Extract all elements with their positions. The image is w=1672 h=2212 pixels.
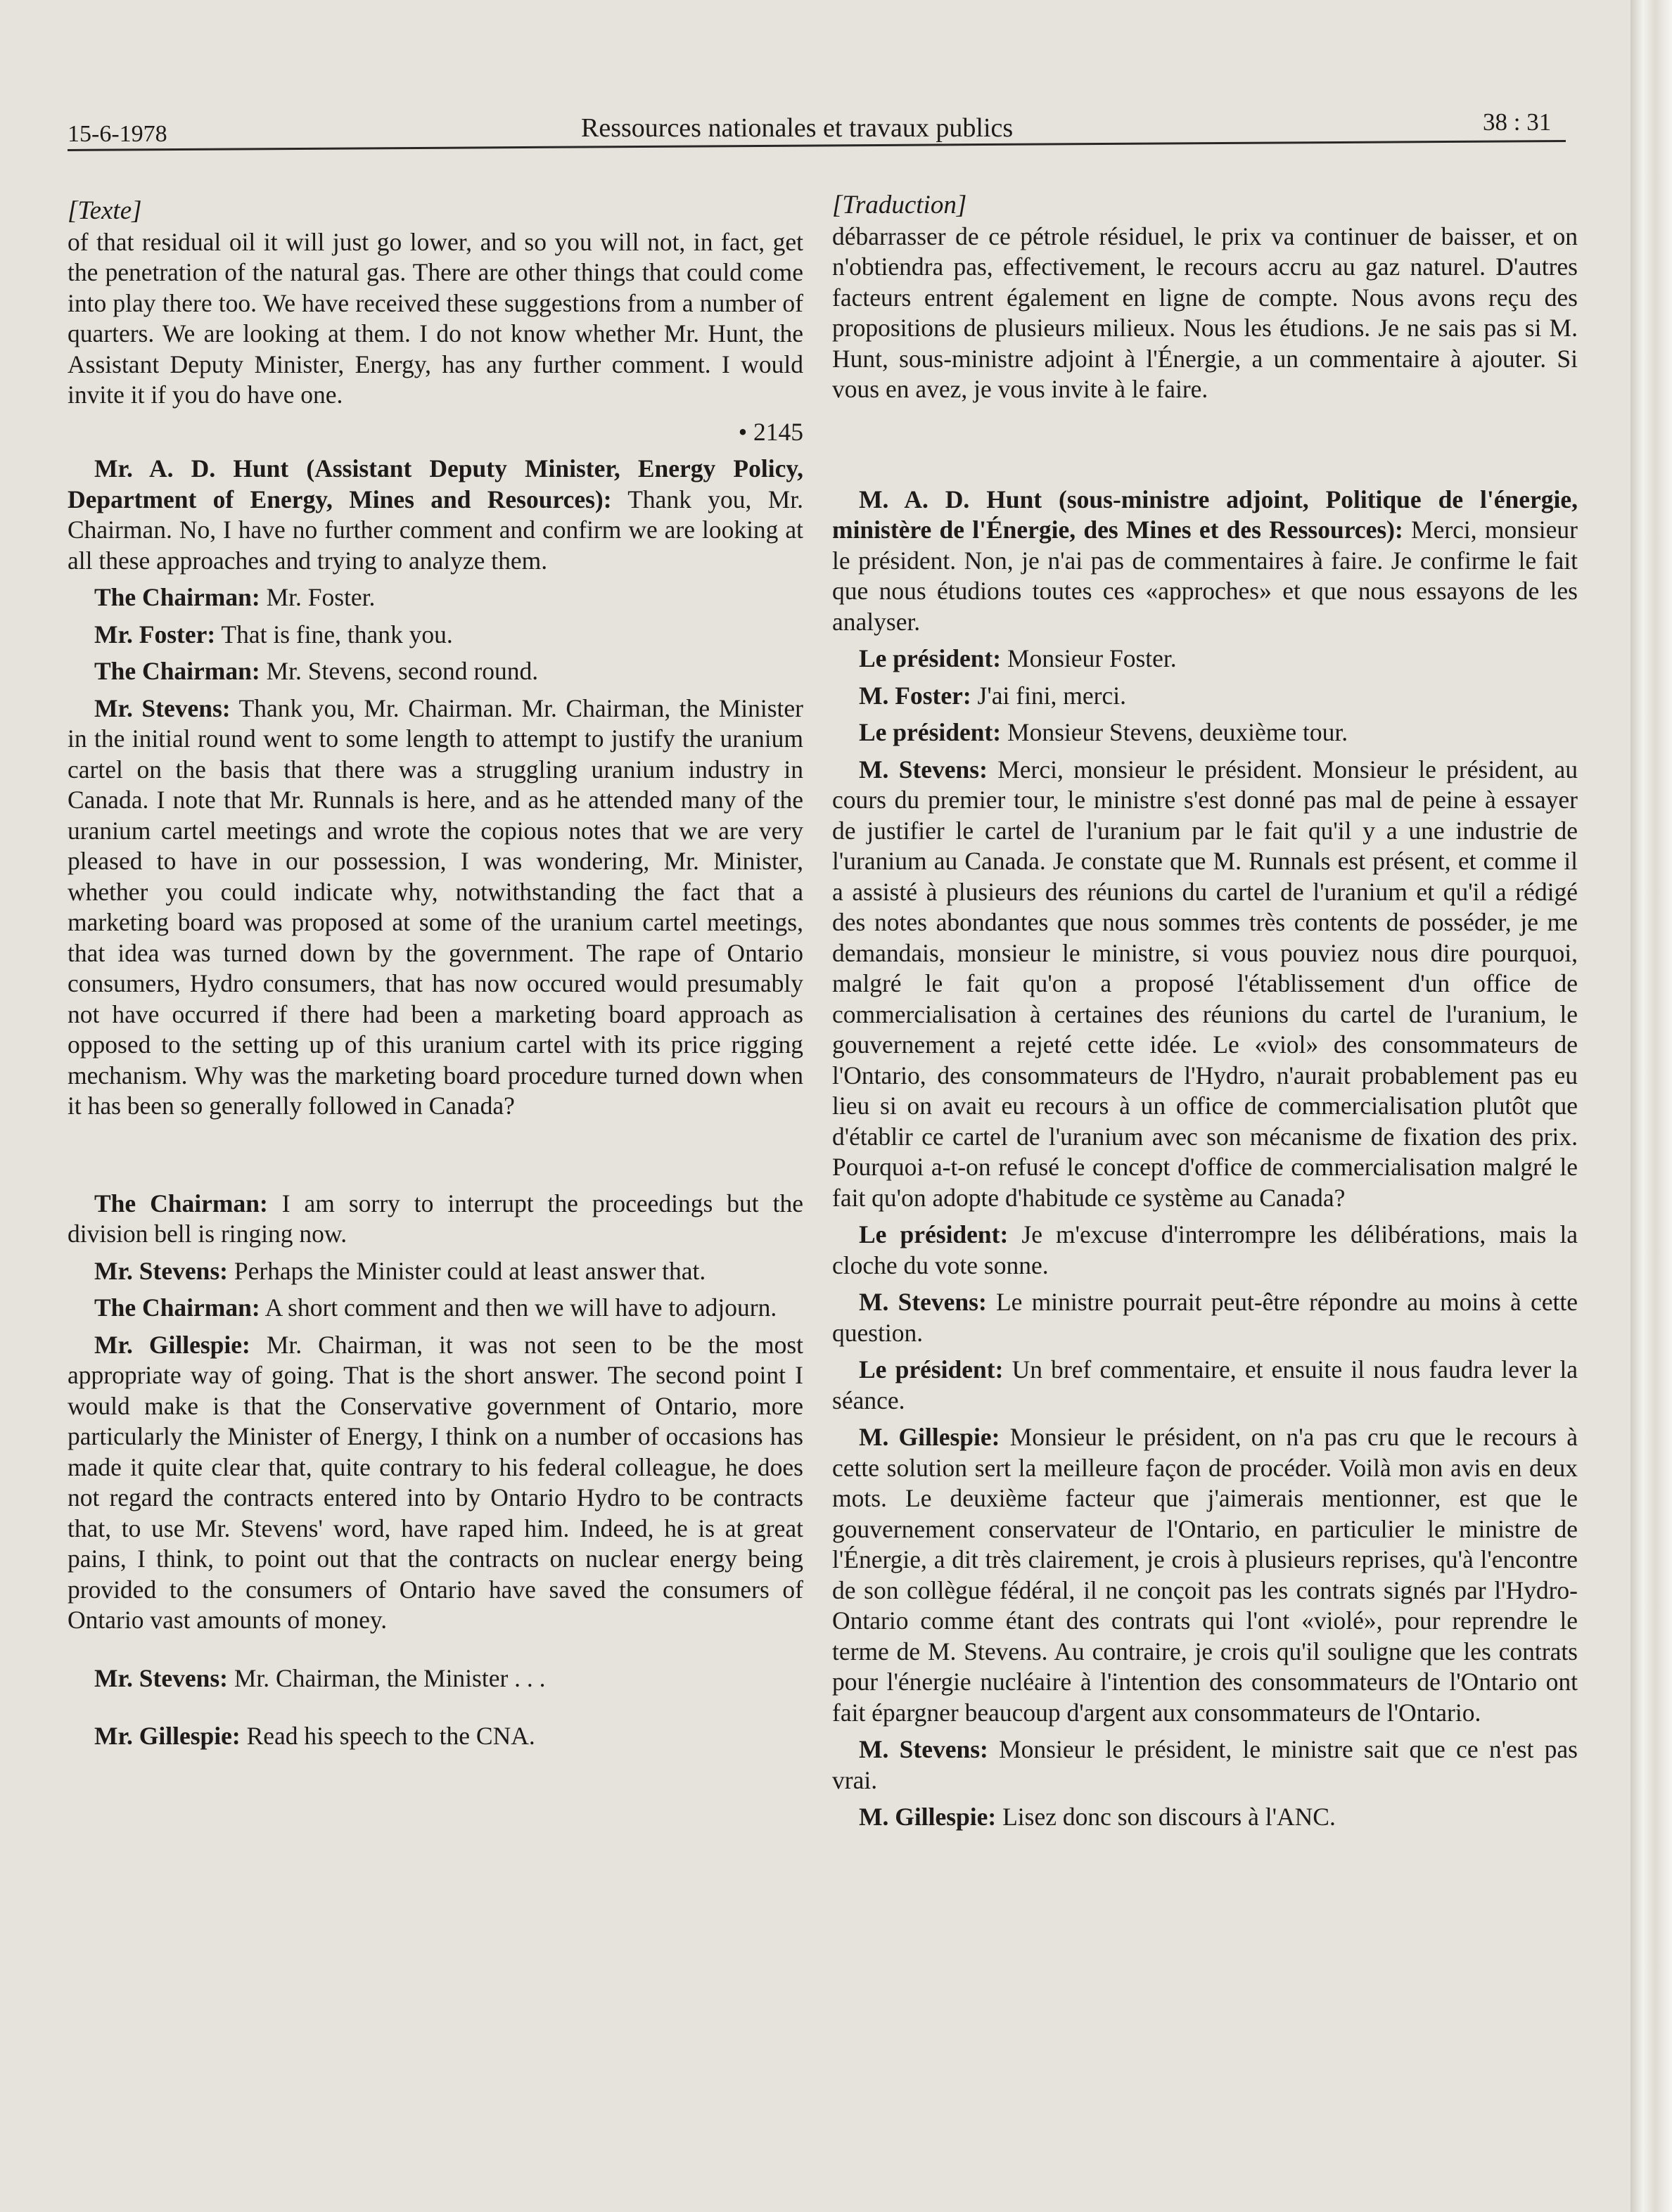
section-label: [Traduction] xyxy=(832,191,967,219)
speaker-name: Mr. Stevens: xyxy=(94,693,231,722)
paragraph: débarrasser de ce pétrole résiduel, le prix va continuer de baisser, et on n'obtiendra pas, effectivement, le recours accru au gaz naturel. D'autres facteurs entrent également en ligne de compte. Nous avons reçu des propositions de plusieurs milieux. Nous les étudions. Je ne sais pas si M. Hunt, sous-ministre adjoint à l'Énergie, a un commentaire à ajouter. Si vous en avez, je vous invite à le faire. xyxy=(832,222,1578,403)
header-title: Ressources nationales et travaux publics xyxy=(581,113,1014,143)
speaker-name: Mr. Stevens: xyxy=(94,1663,228,1692)
speech-text: Monsieur Foster. xyxy=(1001,644,1177,672)
speech-text: J'ai fini, merci. xyxy=(971,681,1126,710)
timestamp-marker: • 2145 xyxy=(738,417,803,446)
speech-paragraph xyxy=(68,620,803,651)
speech-text: Monsieur le président, on n'a pas cru que le recours à cette solution sert la meilleure façon de procéder. Voilà mon avis en deux mots. Le deuxième facteur que j'aimerais mentionner, est que le gouvernement conservateur de l'Ontario, en particulier le ministre de l'Énergie, a dit très clairement, je crois à plusieurs reprises, qu'à l'encontre de son collègue fédéral, il ne conçoit pas les contrats signés par l'Hydro-Ontario comme étant des contrats qui l'ont «violé», pour reprendre le terme de M. Stevens. Au contraire, je crois qu'il souligne que les contrats pour l'énergie nucléaire à l'intention des consommateurs de l'Ontario ont fait épargner beaucoup d'argent aux consommateurs de l'Ontario. xyxy=(832,1423,1578,1727)
speaker-name: M. Stevens: xyxy=(859,1735,988,1763)
speaker-name: Mr. Foster: xyxy=(94,620,216,648)
speaker-name: The Chairman: xyxy=(94,1189,268,1217)
page-edge xyxy=(1630,0,1672,2212)
speech-paragraph xyxy=(832,1287,1578,1348)
speech-paragraph xyxy=(832,644,1578,675)
speech-paragraph xyxy=(68,1293,803,1324)
speech-text: A short comment and then we will have to adjourn. xyxy=(260,1293,777,1322)
paragraph: of that residual oil it will just go lower, and so you will not, in fact, get the penetration of the natural gas. There are other things that could come into play there too. We have received these suggestions from a number of quarters. We are looking at them. I do not know whether Mr. Hunt, the Assistant Deputy Minister, Energy, has any further comment. I would invite it if you do have one. xyxy=(68,227,803,409)
spacer xyxy=(68,1642,803,1663)
speech-text: Le ministre pourrait peut-être répondre au moins à cette question. xyxy=(832,1288,1578,1347)
speech-text: Monsieur le président, le ministre sait que ce n'est pas vrai. xyxy=(832,1735,1578,1794)
speech-text: Mr. Chairman, it was not seen to be the most appropriate way of going. That is the short answer. The second point I would make is that the Conservative government of Ontario, more particularly the Minister of Energy, I think on a number of occasions has made it quite clear that, quite contrary to his federal colleague, he does not regard the contracts entered into by Ontario Hydro to be contracts that, to use Mr. Stevens' word, have raped him. Indeed, he is at great pains, I think, to point out that the contracts on nuclear energy being provided to the consumers of Ontario have saved the consumers of Ontario vast amounts of money. xyxy=(68,1330,804,1634)
speech-paragraph xyxy=(68,1256,803,1287)
speech-paragraph xyxy=(832,1220,1578,1281)
speaker-name: M. Stevens: xyxy=(859,1288,987,1316)
speech-paragraph xyxy=(68,582,803,613)
speech-paragraph xyxy=(832,681,1578,712)
speaker-name: M. Foster: xyxy=(859,681,971,710)
speech-paragraph xyxy=(68,1330,803,1636)
section-label: [Texte] xyxy=(68,196,142,225)
speaker-name: M. Gillespie: xyxy=(859,1803,997,1831)
speech-text: Mr. Chairman, the Minister . . . xyxy=(227,1663,546,1692)
speaker-name: Le président: xyxy=(859,644,1002,672)
speech-paragraph xyxy=(68,1189,803,1250)
speech-text: Lisez donc son discours à l'ANC. xyxy=(996,1803,1336,1831)
speech-text: I am sorry to interrupt the proceedings but the division bell is ringing now. xyxy=(68,1189,803,1248)
speaker-name: The Chairman: xyxy=(94,1293,260,1322)
speech-text: Read his speech to the CNA. xyxy=(240,1722,535,1750)
speaker-name: The Chairman: xyxy=(94,657,260,685)
speech-text: Thank you, Mr. Chairman. Mr. Chairman, the Minister in the initial round went to some length to attempt to justify the uranium cartel on the basis that there was a struggling uranium industry in Canada. I note that Mr. Runnals is here, and as he attended many of the uranium cartel meetings and wrote the copious notes that we are very pleased to have in our possession, I was wondering, Mr. Minister, whether you could indicate why, notwithstanding the fact that a marketing board was proposed at some of the uranium cartel meetings, that idea was turned down by the government. The rape of Ontario consumers, Hydro consumers, that has now occured would presumably not have occurred if there had been a marketing board approach as opposed to the setting up of this uranium cartel with its price rigging mechanism. Why was the marketing board procedure turned down when it has been so generally followed in Canada? xyxy=(68,693,803,1120)
spacer xyxy=(832,411,1578,485)
speech-text: Un bref commentaire, et ensuite il nous faudra lever la séance. xyxy=(832,1355,1578,1414)
speaker-name: The Chairman: xyxy=(94,583,260,611)
speaker-name: Mr. A. D. Hunt (Assistant Deputy Minister, Energy Policy, Department of Energy, Mines and Resources): xyxy=(68,454,803,513)
speech-text: That is fine, thank you. xyxy=(215,620,453,648)
speaker-name: Le président: xyxy=(859,1355,1004,1383)
speech-text: Perhaps the Minister could at least answer that. xyxy=(227,1256,706,1285)
speech-paragraph xyxy=(832,1734,1578,1796)
speech-text: Merci, monsieur le président. Monsieur le président, au cours du premier tour, le ministre s'est donné pas mal de peine à essayer de justifier le cartel de l'uranium par le fait qu'il y a une industrie de l'uranium au Canada. Je constate que M. Runnals est présent, et comme il a assisté à plusieurs des réunions du cartel de l'uranium et qu'il a rédigé des notes abondantes que nous sommes très contents de posséder, je me demandais, monsieur le ministre, si vous pouviez nous dire pourquoi, malgré le fait qu'on a proposé l'établissement d'un office de commercialisation à certaines des réunions du cartel de l'uranium, le gouvernement a rejeté cette idée. Le «viol» des consommateurs de l'Ontario, des consommateurs de l'Hydro, n'aurait probablement pas eu lieu si on avait eu recours à un office de commercialisation plutôt que d'établir ce cartel de l'uranium avec son mécanisme de fixation des prix. Pourquoi a-t-on refusé le concept d'office de commercialisation malgré le fait qu'on adopte d'habitude ce système au Canada? xyxy=(832,755,1578,1212)
speech-paragraph xyxy=(832,1802,1578,1833)
speaker-name: M. A. D. Hunt (sous-ministre adjoint, Politique de l'énergie, ministère de l'Énergie, des Mines et des Ressources): xyxy=(832,485,1578,544)
french-column xyxy=(832,190,1578,1839)
speech-paragraph xyxy=(832,755,1578,1214)
speech-text: Monsieur Stevens, deuxième tour. xyxy=(1001,718,1348,746)
speech-paragraph xyxy=(68,656,803,687)
speech-paragraph xyxy=(832,717,1578,748)
page-header xyxy=(0,0,1630,169)
speech-paragraph xyxy=(68,454,803,576)
speech-paragraph xyxy=(68,693,803,1122)
speech-text: Merci, monsieur le président. Non, je n'ai pas de commentaires à faire. Je confirme le fait que nous étudions toutes ces «approches» et que nous essayons de les analyser. xyxy=(832,516,1578,636)
speech-paragraph xyxy=(68,1721,803,1752)
speaker-name: Mr. Gillespie: xyxy=(94,1722,241,1750)
speech-paragraph xyxy=(832,485,1578,638)
speaker-name: Le président: xyxy=(859,718,1002,746)
header-page-number: 38 : 31 xyxy=(1483,108,1552,136)
speech-paragraph xyxy=(832,1422,1578,1728)
speech-paragraph xyxy=(68,1663,803,1694)
spacer xyxy=(68,1700,803,1721)
speech-text: Je m'excuse d'interrompre les délibérations, mais la cloche du vote sonne. xyxy=(832,1220,1578,1279)
speech-text: Mr. Foster. xyxy=(260,583,376,611)
speaker-name: M. Gillespie: xyxy=(859,1423,1000,1451)
header-date: 15-6-1978 xyxy=(68,121,167,147)
speech-paragraph xyxy=(832,1355,1578,1416)
speech-text: Mr. Stevens, second round. xyxy=(260,657,539,685)
spacer xyxy=(68,1128,803,1189)
speaker-name: Mr. Gillespie: xyxy=(94,1330,250,1359)
speech-text: Thank you, Mr. Chairman. No, I have no further comment and confirm we are looking at all these approaches and trying to analyze them. xyxy=(68,485,803,575)
english-column xyxy=(68,196,803,1758)
speaker-name: Le président: xyxy=(859,1220,1009,1248)
speaker-name: Mr. Stevens: xyxy=(94,1256,228,1285)
speaker-name: M. Stevens: xyxy=(859,755,988,784)
